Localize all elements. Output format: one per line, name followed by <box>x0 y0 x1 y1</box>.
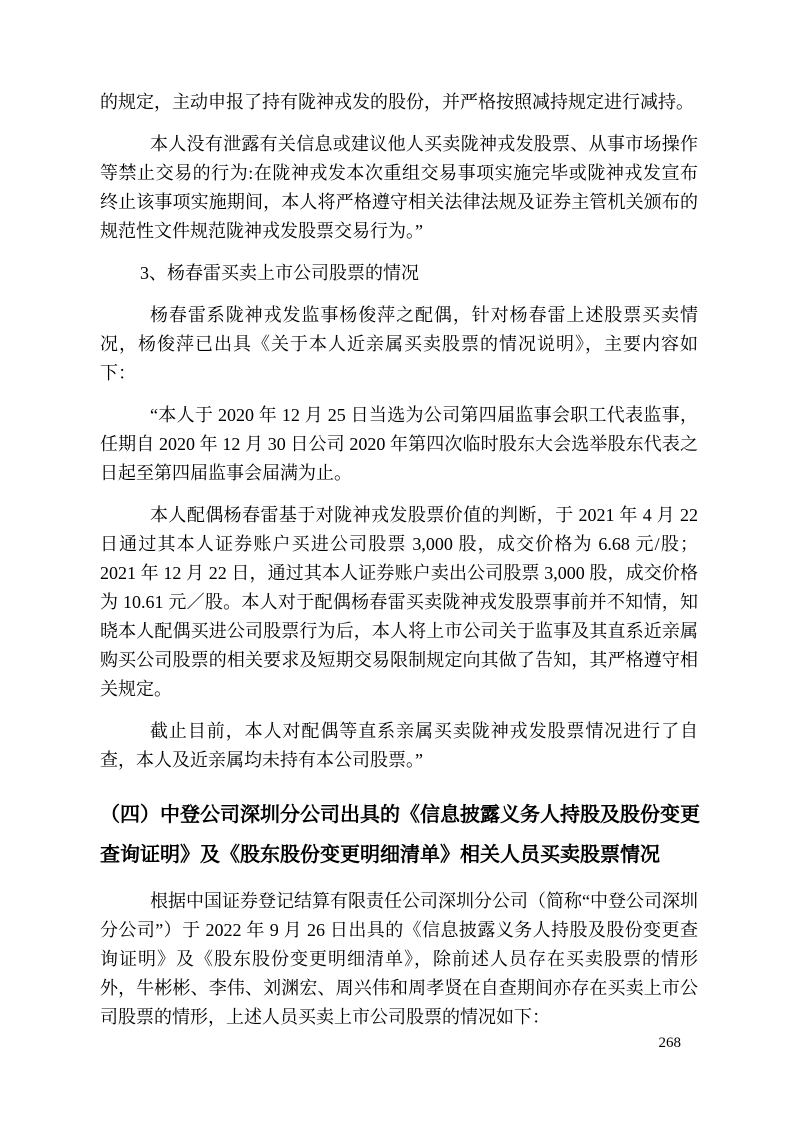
paragraph: 杨春雷系陇神戎发监事杨俊萍之配偶，针对杨春雷上述股票买卖情况，杨俊萍已出具《关于本人近亲属买卖股票的情况说明》，主要内容如下： <box>100 305 698 383</box>
paragraph: 本人没有泄露有关信息或建议他人买卖陇神戎发股票、从事市场操作等禁止交易的行为:在陇神戎发本次重组交易事项实施完毕或陇神戎发宣布终止该事项实施期间，本人将严格遵守相关法律法规及证券主管机关颁布的规范性文件规范陇神戎发股票交易行为。” <box>100 134 698 241</box>
paragraph: 根据中国证券登记结算有限责任公司深圳分公司（简称“中登公司深圳分公司”）于 2022 年 9 月 26 日出具的《信息披露义务人持股及股份变更查询证明》及《股东股份变更明细清单》，除前述人员存在买卖股票的情形外，牛彬彬、李伟、刘渊宏、周兴伟和周孝贤在自查期间亦存在买卖上市公司股票的情形，上述人员买卖上市公司股票的情况如下： <box>100 891 698 1027</box>
section-heading: （四）中登公司深圳分公司出具的《信息披露义务人持股及股份变更查询证明》及《股东股份变更明细清单》相关人员买卖股票情况 <box>100 804 700 866</box>
paragraph-quote-end: 截止目前，本人对配偶等直系亲属买卖陇神戎发股票情况进行了自查，本人及近亲属均未持有本公司股票。” <box>100 721 698 770</box>
paragraph: 本人配偶杨春雷基于对陇神戎发股票价值的判断，于 2021 年 4 月 22 日通过其本人证券账户买进公司股票 3,000 股，成交价格为 6.68 元/股；2021 年 12 月 22 日，通过其本人证券账户卖出公司股票 3,000 股，成交价格为 10.61 元／股。本人对于配偶杨春雷买卖陇神戎发股票事前并不知情，知晓本人配偶买进公司股票行为后，本人将上市公司关于监事及其直系近亲属购买公司股票的相关要求及短期交易限制规定向其做了告知，其严格遵守相关规定。 <box>100 505 698 699</box>
numbered-subheading: 3、杨春雷买卖上市公司股票的情况 <box>140 263 419 283</box>
paragraph-continuation: 的规定，主动申报了持有陇神戎发的股份，并严格按照减持规定进行减持。 <box>100 92 694 112</box>
page-content <box>100 88 698 1045</box>
paragraph-quote-start: “本人于 2020 年 12 月 25 日当选为公司第四届监事会职工代表监事，任期自 2020 年 12 月 30 日公司 2020 年第四次临时股东大会选举股东代表之日起至第四届监事会届满为止。 <box>100 405 698 483</box>
page-number: 268 <box>658 1035 681 1051</box>
